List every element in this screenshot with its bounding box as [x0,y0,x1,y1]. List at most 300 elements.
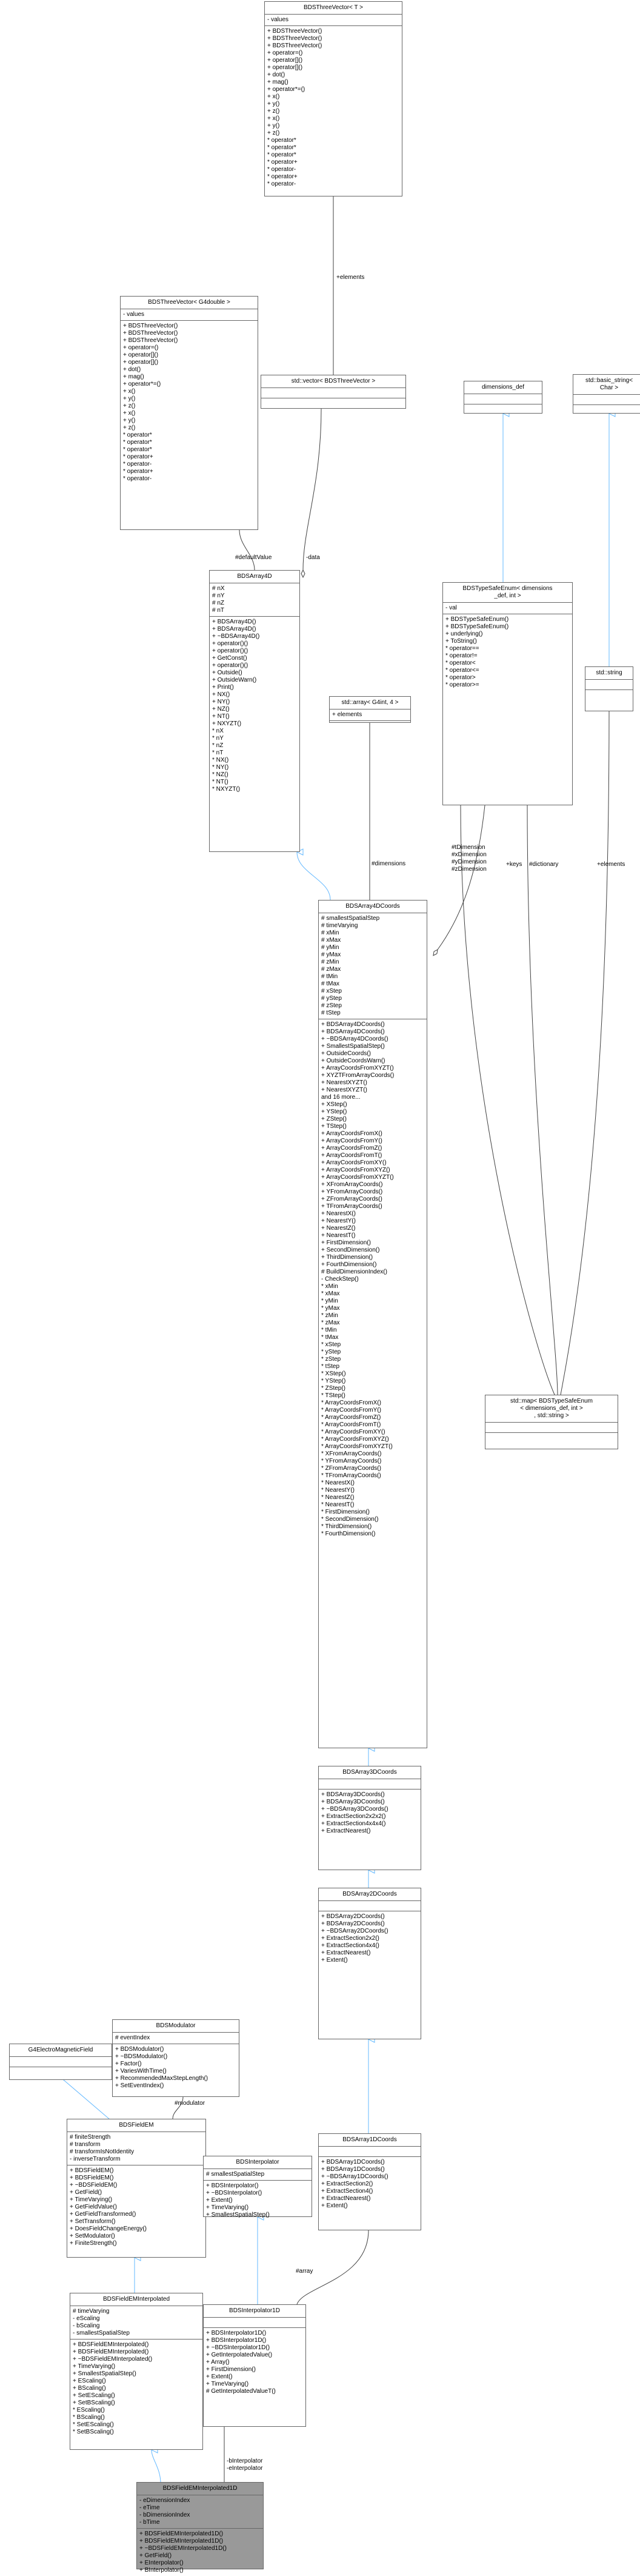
class-title [319,1766,421,1779]
operation-item: * operator!= [445,652,478,659]
operation-item: + BDSThreeVector() [123,330,178,337]
operation-item: + y() [267,122,280,129]
operation-item: * SetBScaling() [73,2429,114,2435]
operation-item: * zMax [321,1320,340,1326]
operation-item: + NY() [212,699,230,705]
attribute-item: # tStep [321,1010,341,1016]
operation-item: + SecondDimension() [321,1247,380,1253]
class-title-line: std::vector< BDSThreeVector > [291,378,376,384]
attribute-item: # nX [212,585,225,592]
operation-item: + BDSArray3DCoords() [321,1791,385,1798]
class-node-bdsinterpolator[interactable] [203,2156,312,2217]
operation-item: * FourthDimension() [321,1531,376,1537]
class-operations [67,2165,205,2249]
operation-item: + XYZTFromArrayCoords() [321,1072,395,1079]
class-operations [210,617,299,795]
operation-item: + SmallestSpatialStep() [321,1043,385,1050]
attribute-item: - bTime [139,2519,160,2526]
attribute-item: + elements [332,711,362,718]
operation-item: + Outside() [212,669,242,676]
operation-item: + ExtractSection4() [321,2188,373,2195]
class-title-line: _def, int > [494,592,521,599]
class-operations [204,2181,312,2221]
class-title-line: BDSFieldEMInterpolated [102,2296,170,2303]
class-attributes [265,15,402,26]
class-attributes [319,1779,421,1789]
inherit-fieldeminterpolated [152,2450,161,2483]
class-title [485,1395,618,1423]
operation-item: + ArrayCoordsFromXYZT() [321,1174,394,1181]
operation-item: + operator[]() [267,57,303,64]
operation-item: + FirstDimension() [206,2366,256,2373]
class-title-line: BDSFieldEMInterpolated1D [162,2485,238,2492]
operation-item: * operator>= [445,682,479,688]
operation-item: + OutsideCoords() [321,1050,371,1057]
class-title-line: BDSArray2DCoords [342,1891,397,1897]
class-title [113,2020,239,2033]
class-title [10,2044,112,2057]
operation-item: * XFromArrayCoords() [321,1451,382,1457]
operation-item: * ArrayCoordsFromXYZT() [321,1443,393,1450]
operation-item: + operator()() [212,648,248,654]
class-title [573,375,640,395]
attribute-item: - eScaling [73,2315,100,2322]
operation-item: * operator+ [267,159,298,166]
operation-item: * YFromArrayCoords() [321,1458,382,1464]
operation-item: + BDSFieldEMInterpolated1D() [139,2531,224,2537]
operation-item: * NearestY() [321,1487,355,1494]
operation-item: * NZ() [212,771,228,778]
operation-item: + BDSArray2DCoords() [321,1920,385,1927]
class-title-line: BDSThreeVector< T > [303,4,364,11]
operation-item: + NearestX() [321,1210,356,1217]
operation-item: * operator+ [267,173,298,180]
operation-item: * operator+ [123,454,153,460]
operation-item: * operator<= [445,667,479,674]
operation-item: + ~BDSArray4D() [212,633,260,640]
operation-item: + ExtractSection4x4x4() [321,1820,386,1827]
operation-item: + ~BDSFieldEM() [70,2182,118,2189]
attribute-item: # zMax [321,966,341,973]
operation-item: + BDSArray3DCoords() [321,1799,385,1805]
class-attributes [204,2318,305,2328]
operation-item: * SetEScaling() [73,2421,114,2428]
class-attributes [204,2169,312,2181]
operation-item: + SetEScaling() [73,2392,115,2399]
attribute-item: # xStep [321,988,342,995]
operation-item: + dot() [123,366,141,373]
attribute-item: # tMax [321,981,340,987]
operation-item: + x() [267,93,280,100]
operation-item: + Extent() [321,1957,348,1964]
operation-item: * TStep() [321,1392,345,1399]
operation-item: + operator*=() [267,86,305,93]
operation-item: * yMin [321,1298,338,1304]
attribute-item: # xMin [321,930,339,936]
operation-item: * nT [212,750,224,756]
class-title-line: BDSModulator [156,2022,196,2029]
class-title-line: dimensions_def [481,384,525,391]
assoc-keys [461,805,555,1395]
class-title-line: < dimensions_def, int > [520,1405,583,1412]
operation-item: * FirstDimension() [321,1509,370,1515]
operation-item: * YStep() [321,1378,346,1384]
operation-item: + BDSThreeVector() [123,323,178,329]
operation-item: + ExtractNearest() [321,1950,371,1956]
class-title-line: std::basic_string< [585,377,633,384]
operation-item: + NearestZ() [321,1225,356,1232]
operation-item: + operator*=() [123,381,161,387]
class-title [319,901,427,913]
operation-item: + NZ() [212,706,230,713]
attribute-item: - eTime [139,2504,160,2511]
operation-item: + ArrayCoordsFromY() [321,1138,382,1144]
operation-item: + operator()() [212,662,248,669]
operation-item: * operator== [445,645,479,652]
class-attributes [443,603,572,614]
operation-item: * BScaling() [73,2414,105,2421]
class-title-line: BDSTypeSafeEnum< dimensions [462,585,553,592]
class-node-bdsinterpolator1d[interactable] [203,2304,306,2427]
edge-label-zdimension: #zDimension [452,866,487,873]
operation-item: + ~BDSModulator() [115,2053,168,2060]
operation-item: * yStep [321,1349,341,1355]
operation-item: + ExtractSection4x4() [321,1942,379,1949]
class-node-dimensions-def[interactable] [464,381,542,414]
operation-item: + SetEventIndex() [115,2082,164,2089]
operation-item: + SmallestSpatialStep() [73,2370,136,2377]
assoc-dimension-roles [438,805,485,950]
edge-label-data: -data [306,554,320,561]
class-title-line: BDSInterpolator [236,2159,279,2165]
operation-item: + BDSThreeVector() [123,337,178,344]
class-title-line: BDSArray1DCoords [342,2136,397,2143]
class-attributes [67,2132,205,2165]
operation-item: * SecondDimension() [321,1516,379,1523]
class-node-bdsthreevector-t[interactable] [264,1,402,196]
operation-item: + BDSThreeVector() [267,28,322,35]
operation-item: + TimeVarying() [73,2363,116,2370]
operation-item: + operator=() [123,344,159,351]
operation-item: * ZFromArrayCoords() [321,1465,381,1472]
operation-item: * ThirdDimension() [321,1523,372,1530]
class-attributes [319,1901,421,1911]
edge-label-ydimension: #yDimension [452,859,487,865]
class-attributes [330,709,410,721]
operation-item: + ~BDSArray3DCoords() [321,1806,388,1813]
attribute-item: - smallestSpatialStep [73,2330,130,2336]
operation-item: + operator[]() [123,352,159,358]
operation-item: + EScaling() [73,2378,106,2384]
attribute-item: # tMin [321,973,338,980]
operation-item: + BDSArray4DCoords() [321,1028,385,1035]
operation-item: + Extent() [321,2202,348,2209]
operation-item: + GetConst() [212,655,247,662]
operation-item: * zMin [321,1312,338,1319]
class-operations [319,2157,421,2212]
class-operations [113,2044,239,2091]
class-operations [265,26,402,190]
operation-item: * ArrayCoordsFromXYZ() [321,1436,389,1443]
class-node-std-map[interactable] [485,1395,618,1449]
operation-item: + DoesFieldChangeEnergy() [70,2225,147,2232]
operation-item: * NearestT() [321,1501,355,1508]
class-operations [261,398,405,408]
operation-item: * nX [212,728,224,734]
class-node-bdsfieldeminterpolated1d[interactable] [136,2482,264,2574]
class-operations [443,614,572,691]
operation-item: * ArrayCoordsFromT() [321,1421,381,1428]
operation-item: + z() [123,403,136,409]
class-attributes [113,2033,239,2044]
operation-item: + ArrayCoordsFromZ() [321,1145,382,1152]
operation-item: * operator> [445,674,476,681]
class-node-g4electromagneticfield[interactable] [9,2044,112,2080]
operation-item: * operator* [123,432,152,438]
operation-item: * nY [212,735,224,742]
operation-item: + VariesWithTime() [115,2068,167,2075]
operation-item: + SetTransform() [70,2218,116,2225]
class-title [464,381,542,394]
assoc-data [303,409,321,570]
operation-item: * operator< [445,660,476,666]
attribute-item: - bDimensionIndex [139,2512,190,2518]
operation-item: * operator* [123,439,152,446]
attribute-item: # transform [70,2141,101,2148]
class-title-line: BDSArray4D [237,573,272,580]
operation-item: * EScaling() [73,2407,105,2413]
class-title [319,1888,421,1901]
attribute-item: # xMax [321,937,341,944]
class-node-std-basic-string[interactable] [573,374,640,414]
operation-item: * ArrayCoordsFromZ() [321,1414,381,1421]
operation-item: + x() [267,115,280,122]
operation-item: and 16 more... [321,1094,361,1101]
operation-item: + ArrayCoordsFromXYZT() [321,1065,394,1072]
class-node-bdsfieldem[interactable] [67,2119,206,2258]
operation-item: + ArrayCoordsFromXY() [321,1159,387,1166]
class-attributes [137,2495,263,2529]
operation-item: + x() [123,388,136,395]
attribute-item: # transformIsNotIdentity [70,2148,135,2155]
operation-item: * operator* [267,137,296,144]
operation-item: + y() [123,395,136,402]
operation-item: * operator* [267,152,296,158]
operation-item: + BDSThreeVector() [267,42,322,49]
operation-item: + BDSArray1DCoords() [321,2159,385,2165]
operation-item: + BDSFieldEM() [70,2167,114,2174]
operation-item: + BScaling() [73,2385,106,2392]
class-node-bdsarray2dcoords[interactable] [318,1888,421,2039]
operation-item: + operator()() [212,640,248,647]
operation-item: + z() [267,108,280,115]
operation-item: * ArrayCoordsFromX() [321,1400,381,1406]
operation-item: + XStep() [321,1101,347,1108]
class-operations [585,690,633,700]
attribute-item: # nZ [212,600,225,606]
operation-item: * operator* [267,144,296,151]
class-attributes [573,395,640,405]
operation-item: + TimeVarying() [70,2196,113,2203]
class-node-bdsarray1dcoords[interactable] [318,2133,421,2230]
class-title [204,2305,305,2318]
class-title [319,2134,421,2147]
operation-item: + NT() [212,713,230,720]
operation-item: * ZStep() [321,1385,346,1392]
operation-item: + BDSInterpolator1D() [206,2337,267,2344]
operation-item: + FirstDimension() [321,1239,371,1246]
attribute-item: - eDimensionIndex [139,2497,190,2504]
class-operations [464,404,542,414]
operation-item: + TFromArrayCoords() [321,1203,382,1210]
operation-item: + GetField() [139,2552,172,2559]
operation-item: + ThirdDimension() [321,1254,373,1261]
class-title [137,2483,263,2495]
class-node-bdsthreevector-g4double[interactable] [120,296,258,530]
class-title-line: BDSThreeVector< G4double > [148,299,230,306]
attribute-item: - inverseTransform [70,2156,121,2162]
class-title [210,571,299,583]
operation-item: + x() [123,410,136,417]
operation-item: + ~BDSArray2DCoords() [321,1928,388,1934]
operation-item: + underlying() [445,631,483,637]
class-title-line: Char > [599,384,619,391]
operation-item: * NY() [212,764,229,771]
edge-label-dictionary: #dictionary [529,861,559,868]
edge-label-array: #array [296,2268,313,2275]
operation-item: + BDSArray2DCoords() [321,1913,385,1920]
operation-item: + GetFieldValue() [70,2204,117,2210]
operation-item: * yMax [321,1305,340,1312]
attribute-item: # smallestSpatialStep [321,915,380,922]
operation-item: + ArrayCoordsFromXYZ() [321,1167,390,1173]
assoc-elements-str [561,711,609,1395]
edge-label-keys: +keys [506,861,522,868]
operation-item: + OutsideCoordsWarn() [321,1058,385,1064]
class-attributes [10,2057,112,2067]
class-title-line: std::map< BDSTypeSafeEnum [510,1398,593,1404]
operation-item: + NearestT() [321,1232,356,1239]
edge-label-binterpolator: -bInterpolator [227,2458,263,2464]
assoc-defaultvalue [239,530,255,570]
operation-item: * xMax [321,1290,340,1297]
operation-item: + operator=() [267,50,303,56]
class-attributes [70,2306,202,2340]
edge-label-elements-str: +elements [597,861,625,868]
operation-item: * nZ [212,742,224,749]
operation-item: + NearestY() [321,1218,356,1224]
class-node-bdsarray3dcoords[interactable] [318,1766,421,1870]
operation-item: * ArrayCoordsFromY() [321,1407,381,1414]
operation-item: + Array() [206,2359,230,2366]
class-node-bdsarray4dcoords[interactable] [318,900,427,1748]
operation-item: + TimeVarying() [206,2204,249,2211]
class-operations [121,321,258,485]
operation-item: + ExtractSection2x2x2() [321,1813,386,1820]
operation-item: * operator+ [123,468,153,475]
operation-item: * NearestZ() [321,1494,355,1501]
operation-item: * NearestX() [321,1480,355,1486]
class-title-line: BDSInterpolator1D [229,2307,280,2314]
operation-item: + GetInterpolatedValue() [206,2352,273,2358]
class-operations [70,2340,202,2438]
class-title [265,2,402,15]
class-node-bdsmodulator[interactable] [112,2019,239,2097]
operation-item: * operator- [267,181,296,187]
operation-item: # GetInterpolatedValueT() [206,2388,276,2395]
operation-item: * NT() [212,779,228,785]
operation-item: * operator* [123,446,152,453]
operation-item: + SmallestSpatialStep() [206,2212,270,2218]
class-operations [137,2529,263,2576]
class-title [443,583,572,603]
class-node-bdsfieldeminterpolated[interactable] [70,2293,203,2450]
operation-item: + ExtractNearest() [321,1828,371,1834]
class-node-std-string[interactable] [585,666,633,711]
operation-item: + BDSFieldEM() [70,2175,114,2181]
operation-item: + BDSInterpolator1D() [206,2330,267,2336]
operation-item: + SetBScaling() [73,2400,115,2406]
operation-item: + ZFromArrayCoords() [321,1196,382,1202]
edge-label-defaultvalue: #defaultValue [235,554,272,561]
class-operations [319,1911,421,1966]
attribute-item: # nY [212,592,225,599]
operation-item: + SetModulator() [70,2233,115,2239]
class-node-bdstypesafeenum[interactable] [442,582,573,805]
class-node-std-array[interactable] [329,696,411,723]
attribute-item: # yMin [321,944,339,951]
operation-item: + y() [267,101,280,107]
class-title-line: G4ElectroMagneticField [28,2047,93,2053]
operation-item: - CheckStep() [321,1276,359,1283]
class-attributes [319,913,427,1019]
attribute-item: - val [445,605,457,611]
operation-item: + dot() [267,72,285,78]
operation-item: + NearestXYZT() [321,1079,367,1086]
attribute-item: # yStep [321,995,342,1002]
edge-label-xdimension: #xDimension [452,851,487,858]
operation-item: + ArrayCoordsFromT() [321,1152,382,1159]
class-attributes [485,1423,618,1433]
operation-item: + YFromArrayCoords() [321,1189,383,1195]
class-node-std-vector[interactable] [261,375,406,409]
class-title-line: , std::string > [534,1412,569,1419]
operation-item: + ~BDSFieldEMInterpolated() [73,2356,153,2363]
operation-item: + mag() [267,79,288,86]
operation-item: + ~BDSInterpolator() [206,2190,262,2196]
operation-item: + BDSFieldEMInterpolated1D() [139,2538,224,2544]
operation-item: + BDSTypeSafeEnum() [445,616,509,623]
operation-item: * xMin [321,1283,338,1290]
operation-item: * tMin [321,1327,337,1333]
class-title-line: std::string [596,669,622,676]
edge-label-modulator: #modulator [175,2100,205,2107]
class-operations [573,405,640,415]
operation-item: + OutsideWarn() [212,677,257,683]
operation-item: + TStep() [321,1123,347,1130]
class-title-line: BDSArray3DCoords [342,1769,397,1776]
operation-item: + BDSTypeSafeEnum() [445,623,509,630]
operation-item: + NXYZT() [212,720,242,727]
class-attributes [210,583,299,617]
operation-item: + BDSArray4D() [212,626,256,632]
operation-item: + BDSFieldEMInterpolated() [73,2349,149,2355]
class-node-bdsarray4d[interactable] [209,570,300,852]
attribute-item: # timeVarying [321,922,358,929]
class-title-line: BDSFieldEM [119,2122,154,2128]
edge-label-einterpolator: -eInterpolator [227,2465,263,2472]
operation-item: * xStep [321,1341,341,1348]
